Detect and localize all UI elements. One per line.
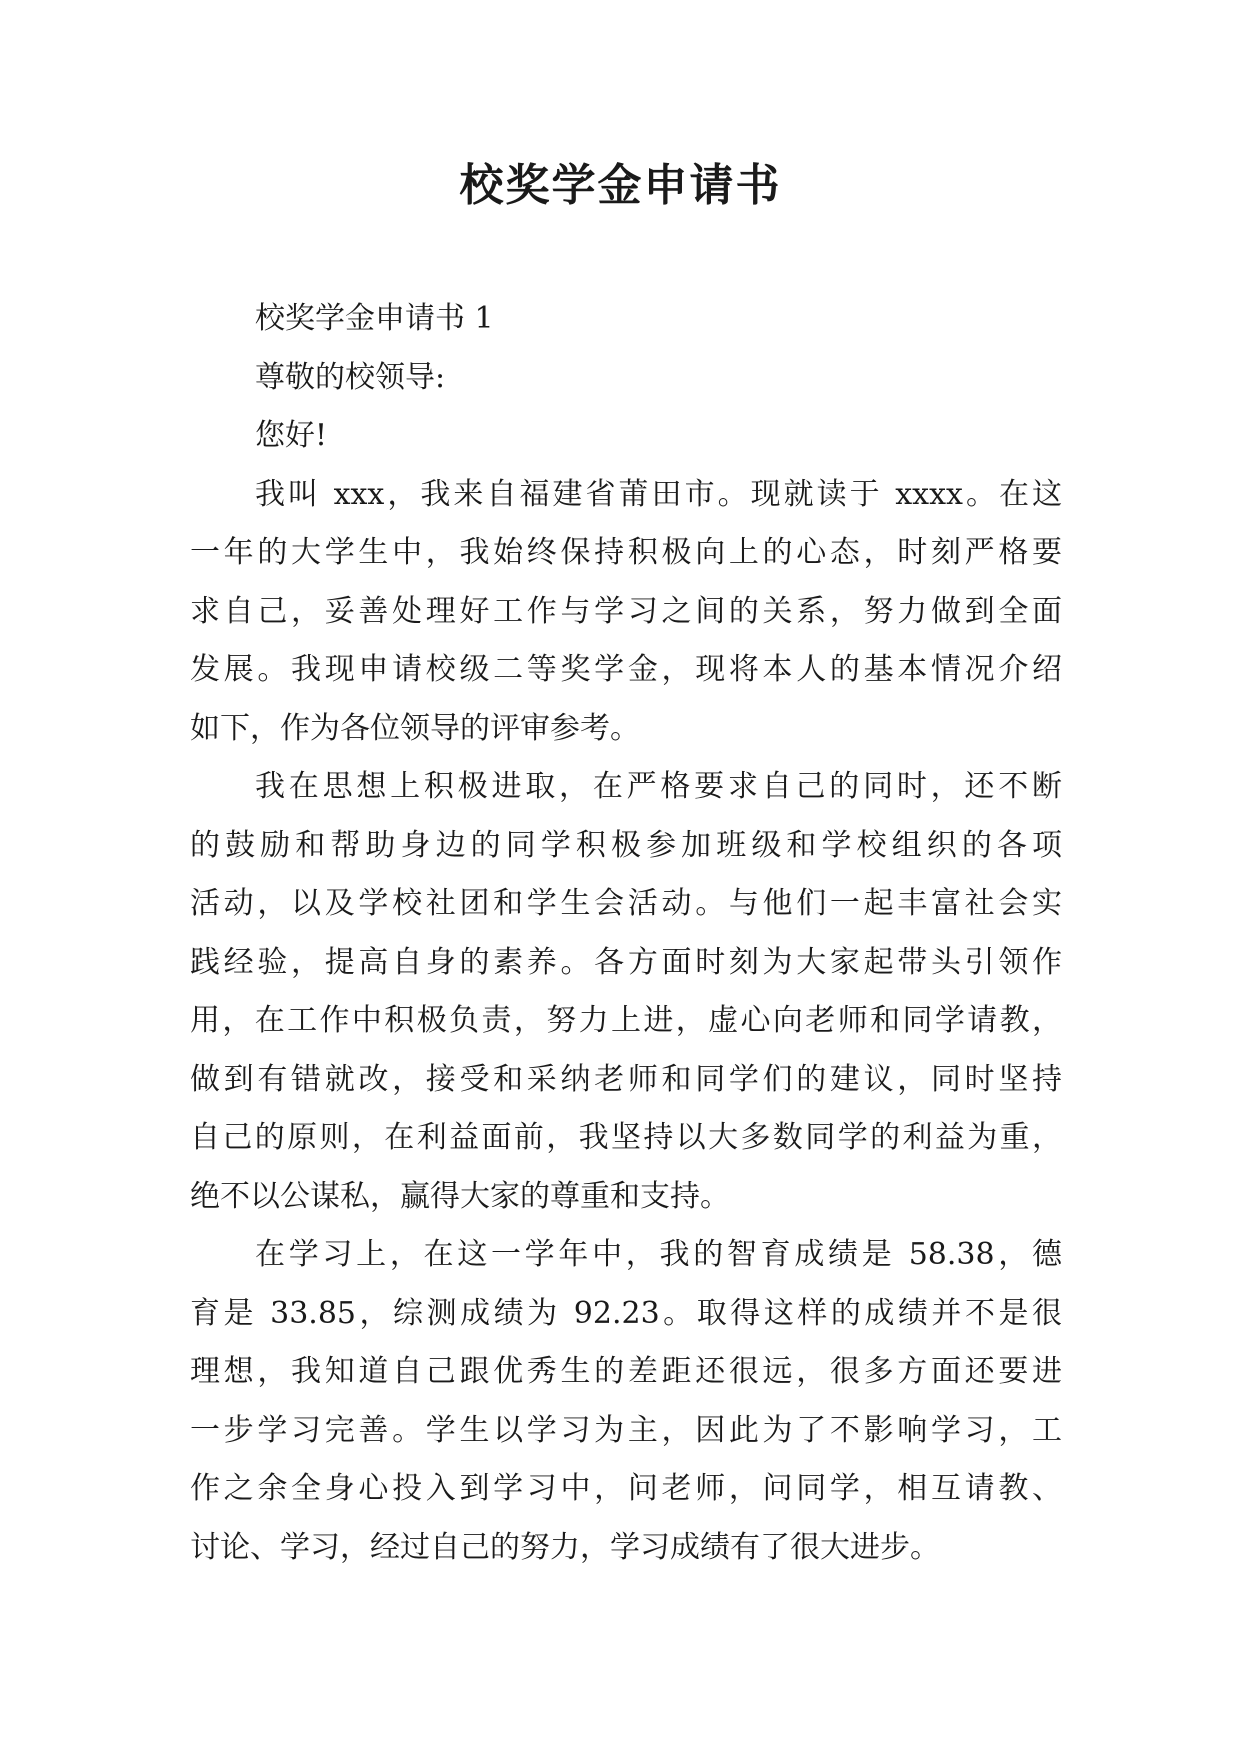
paragraph-line: 我叫 xxx，我来自福建省莆田市。现就读于 xxxx。在这 (255, 476, 1062, 512)
paragraph-line: 一年的大学生中，我始终保持积极向上的心态，时刻严格要 (190, 535, 1062, 570)
paragraph-line: 的鼓励和帮助身边的同学积极参加班级和学校组织的各项 (190, 827, 1062, 863)
paragraph-line: 活动，以及学校社团和学生会活动。与他们一起丰富社会实 (190, 886, 1062, 921)
paragraph-line: 践经验，提高自身的素养。各方面时刻为大家起带头引领作 (190, 944, 1062, 980)
paragraph-line: 求自己，妥善处理好工作与学习之间的关系，努力做到全面 (190, 593, 1062, 629)
paragraph-line: 做到有错就改，接受和采纳老师和同学们的建议，同时坚持 (190, 1061, 1062, 1097)
paragraph-line: 育是 33.85，综测成绩为 92.23。取得这样的成绩并不是很 (190, 1295, 1062, 1331)
subtitle-line: 校奖学金申请书 1 (255, 301, 494, 336)
paragraph-1 (190, 466, 1062, 759)
paragraph-line: 在学习上，在这一学年中，我的智育成绩是 58.38，德 (255, 1237, 1062, 1272)
paragraph-3 (190, 1226, 1062, 1577)
paragraph-line: 我在思想上积极进取，在严格要求自己的同时，还不断 (255, 769, 1062, 804)
paragraph-line: 用，在工作中积极负责，努力上进，虚心向老师和同学请教， (190, 1003, 1062, 1038)
document-title: 校奖学金申请书 (459, 160, 782, 211)
document-body (190, 290, 1062, 1577)
salutation-line: 尊敬的校领导: (255, 359, 446, 395)
paragraph-line: 讨论、学习，经过自己的努力，学习成绩有了很大进步。 (190, 1529, 940, 1565)
paragraph-line: 作之余全身心投入到学习中，问老师，问同学，相互请教、 (190, 1471, 1062, 1506)
greeting-line: 您好! (255, 418, 328, 453)
paragraph-line: 绝不以公谋私，赢得大家的尊重和支持。 (190, 1178, 730, 1214)
paragraph-line: 理想，我知道自己跟优秀生的差距还很远，很多方面还要进 (190, 1354, 1062, 1389)
paragraph-2 (190, 758, 1062, 1226)
paragraph-line: 一步学习完善。学生以学习为主，因此为了不影响学习，工 (190, 1412, 1062, 1448)
paragraph-line: 如下，作为各位领导的评审参考。 (190, 710, 640, 746)
paragraph-line: 自己的原则，在利益面前，我坚持以大多数同学的利益为重， (190, 1120, 1062, 1155)
paragraph-line: 发展。我现申请校级二等奖学金，现将本人的基本情况介绍 (190, 652, 1062, 687)
